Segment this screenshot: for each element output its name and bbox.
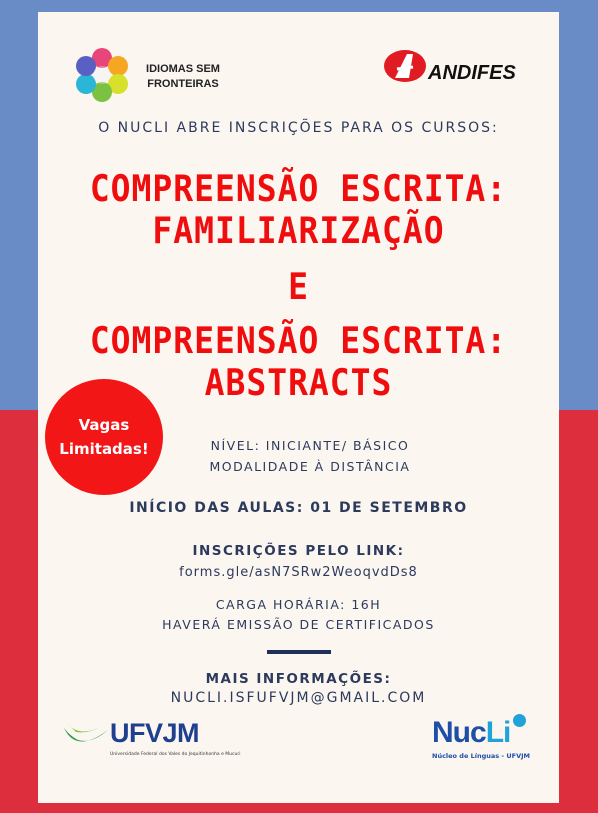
course-2-title-line-1: COMPREENSÃO ESCRITA:: [89, 319, 508, 362]
flower-logo-icon: [72, 46, 132, 104]
nucli-subtitle: Núcleo de Línguas - UFVJM: [432, 752, 531, 760]
contact-email[interactable]: NUCLI.ISFUFVJM@GMAIL.COM: [170, 690, 427, 706]
conjunction: E: [288, 265, 309, 308]
nucli-nuc: Nuc: [432, 716, 486, 749]
section-divider: [267, 650, 331, 654]
course-mode: MODALIDADE À DISTÂNCIA: [209, 459, 411, 474]
badge-line-2: Limitadas!: [59, 440, 149, 458]
ufvjm-swoosh-icon: [62, 720, 110, 754]
start-date: INÍCIO DAS AULAS: 01 DE SETEMBRO: [129, 500, 468, 516]
andifes-logo-text: ANDIFES: [428, 62, 516, 84]
ufvjm-logo-text: UFVJM: [110, 718, 200, 748]
certificates-note: HAVERÁ EMISSÃO DE CERTIFICADOS: [162, 617, 435, 632]
workload: CARGA HORÁRIA: 16H: [215, 597, 382, 612]
nucli-li: Li: [485, 716, 511, 749]
announcement: O NUCLI ABRE INSCRIÇÕES PARA OS CURSOS:: [98, 120, 499, 136]
registration-label: INSCRIÇÕES PELO LINK:: [192, 543, 405, 559]
nucli-logo-text: [432, 716, 510, 750]
isf-line-1: IDIOMAS SEM: [146, 63, 220, 75]
nucli-dot-icon: [513, 714, 526, 727]
course-1-title-line-2: FAMILIARIZAÇÃO: [152, 209, 445, 252]
badge-line-1: Vagas: [78, 416, 130, 434]
course-1-title-line-1: COMPREENSÃO ESCRITA:: [89, 167, 508, 210]
registration-link[interactable]: forms.gle/asN7SRw2WeoqvdDs8: [179, 565, 418, 580]
course-2-title-line-2: ABSTRACTS: [204, 361, 393, 404]
limited-spots-badge: [45, 379, 163, 495]
more-info-label: MAIS INFORMAÇÕES:: [205, 671, 392, 687]
ufvjm-subtitle: Universidade Federal dos Vales do Jequitinhonha e Mucuri: [110, 752, 241, 757]
course-level: NÍVEL: INICIANTE/ BÁSICO: [210, 438, 410, 453]
isf-logo-text: [138, 62, 228, 92]
isf-line-2: FRONTEIRAS: [147, 78, 219, 90]
